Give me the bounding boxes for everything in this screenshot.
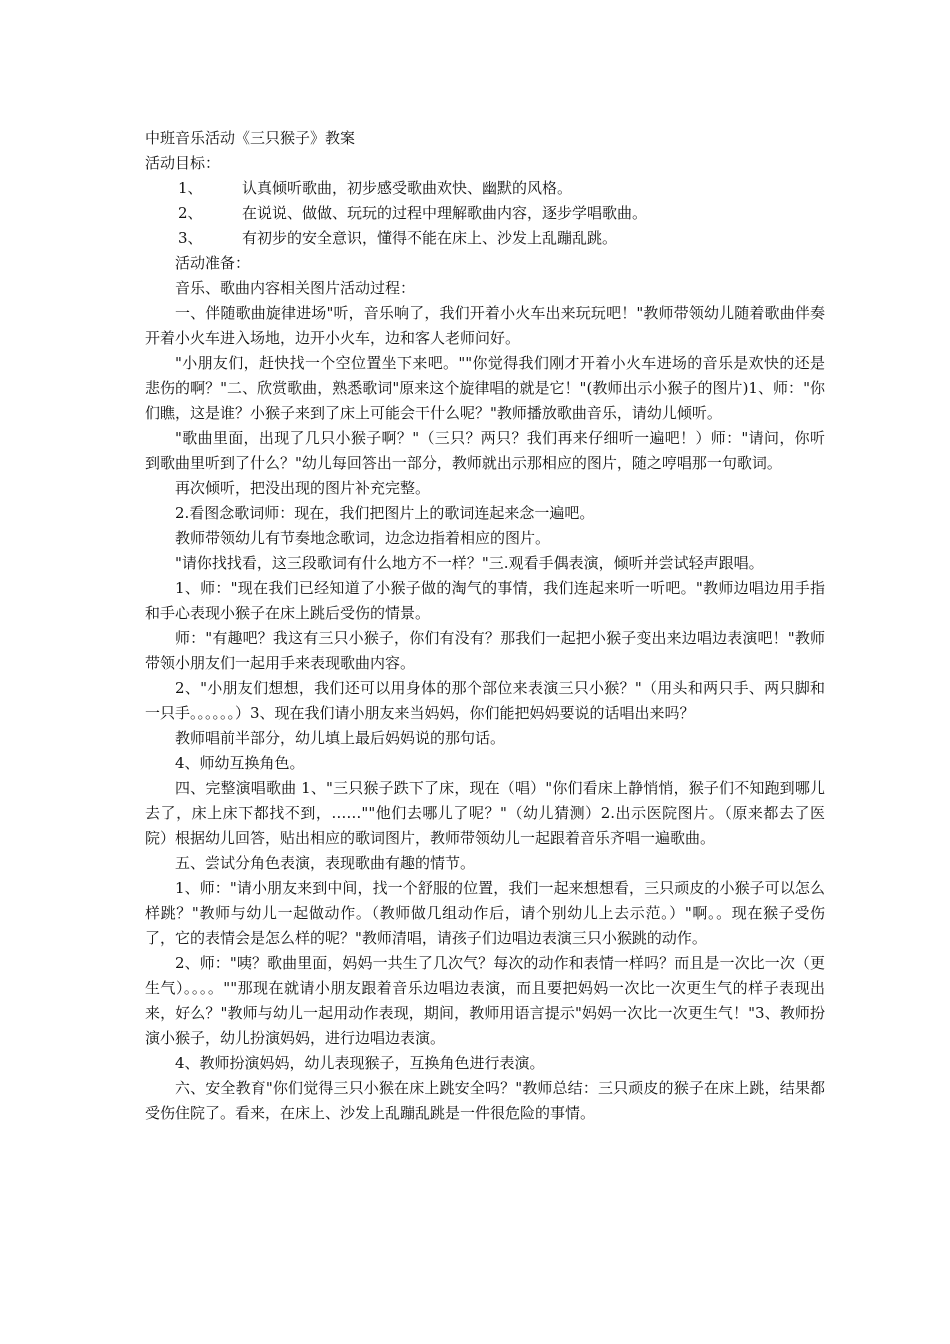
paragraph: 一、伴随歌曲旋律进场"听，音乐响了，我们开着小火车出来玩玩吧！"教师带领幼儿随着歌曲伴奏开着小火车进入场地，边开小火车，边和客人老师问好。: [145, 304, 825, 347]
goal-number: 2、: [178, 204, 203, 222]
paragraph: 五、尝试分角色表演，表现歌曲有趣的情节。: [175, 854, 476, 872]
goal-text: 有初步的安全意识，懂得不能在床上、沙发上乱蹦乱跳。: [242, 229, 618, 247]
goal-text: 认真倾听歌曲，初步感受歌曲欢快、幽默的风格。: [242, 179, 573, 197]
paragraph: "请你找找看，这三段歌词有什么地方不一样？"三.观看手偶表演，倾听并尝试轻声跟唱。: [175, 554, 764, 572]
paragraph: 教师带领幼儿有节奏地念歌词，边念边指着相应的图片。: [175, 529, 551, 547]
paragraph: 2、"小朋友们想想，我们还可以用身体的那个部位来表演三只小猴？"（用头和两只手、两只脚和一只手。。。。。。）3、现在我们请小朋友来当妈妈，你们能把妈妈要说的话唱出来吗？: [145, 679, 825, 722]
paragraph: 1、师："请小朋友来到中间，找一个舒服的位置，我们一起来想想看，三只顽皮的小猴子可以怎么样跳？"教师与幼儿一起做动作。（教师做几组动作后，请个别幼儿上去示范。）"啊。。现在猴子受伤了，它的表情会是怎么样的呢？"教师清唱，请孩子们边唱边表演三只小猴跳的动作。: [145, 879, 825, 947]
goal-number: 3、: [178, 229, 203, 247]
paragraph: "小朋友们，赶快找一个空位置坐下来吧。""你觉得我们刚才开着小火车进场的音乐是欢快的还是悲伤的啊？"二、欣赏歌曲，熟悉歌词"原来这个旋律唱的就是它！"(教师出示小猴子的图片)1、师："你们瞧，这是谁？小猴子来到了床上可能会干什么呢？"教师播放歌曲音乐，请幼儿倾听。: [145, 354, 825, 422]
prep-heading: 活动准备：: [175, 254, 251, 272]
paragraph: 2、师："咦？歌曲里面，妈妈一共生了几次气？每次的动作和表情一样吗？而且是一次比一次（更生气）。。。。""那现在就请小朋友跟着音乐边唱边表演，而且要把妈妈一次比一次更生气的样子表现出来，好么？"教师与幼儿一起用动作表现，期间，教师用语言提示"妈妈一次比一次更生气！"3、教师扮演小猴子，幼儿扮演妈妈，进行边唱边表演。: [145, 954, 825, 1047]
goal-item: [145, 226, 825, 251]
paragraph: 教师唱前半部分，幼儿填上最后妈妈说的那句话。: [175, 729, 506, 747]
paragraph: 1、师："现在我们已经知道了小猴子做的淘气的事情，我们连起来听一听吧。"教师边唱边用手指和手心表现小猴子在床上跳后受伤的情景。: [145, 579, 825, 622]
goals-heading: 活动目标：: [145, 154, 221, 172]
paragraph: 再次倾听，把没出现的图片补充完整。: [175, 479, 431, 497]
goal-item: [145, 176, 825, 201]
paragraph: 四、完整演唱歌曲 1、"三只猴子跌下了床，现在（唱）"你们看床上静悄悄，猴子们不知跑到哪儿去了，床上床下都找不到，……""他们去哪儿了呢？"（幼儿猜测）2.出示医院图片。（原来都去了医院）根据幼儿回答，贴出相应的歌词图片，教师带领幼儿一起跟着音乐齐唱一遍歌曲。: [145, 779, 825, 847]
paragraph: 4、师幼互换角色。: [175, 754, 305, 772]
paragraph: 4、教师扮演妈妈，幼儿表现猴子，互换角色进行表演。: [175, 1054, 545, 1072]
goal-text: 在说说、做做、玩玩的过程中理解歌曲内容，逐步学唱歌曲。: [242, 204, 648, 222]
goal-number: 1、: [178, 179, 203, 197]
document-title: 中班音乐活动《三只猴子》教案: [145, 129, 356, 147]
goal-item: [145, 201, 825, 226]
document-page: [145, 126, 825, 1126]
paragraph: 师："有趣吧？我这有三只小猴子，你们有没有？那我们一起把小猴子变出来边唱边表演吧！"教师带领小朋友们一起用手来表现歌曲内容。: [145, 629, 825, 672]
paragraph: "歌曲里面，出现了几只小猴子啊？"（三只？两只？我们再来仔细听一遍吧！）师："请问，你听到歌曲里听到了什么？"幼儿每回答出一部分，教师就出示那相应的图片，随之哼唱那一句歌词。: [145, 429, 825, 472]
paragraph: 2.看图念歌词师：现在，我们把图片上的歌词连起来念一遍吧。: [175, 504, 595, 522]
paragraph: 六、安全教育"你们觉得三只小猴在床上跳安全吗？"教师总结：三只顽皮的猴子在床上跳，结果都受伤住院了。看来，在床上、沙发上乱蹦乱跳是一件很危险的事情。: [145, 1079, 825, 1122]
paragraph: 音乐、歌曲内容相关图片活动过程：: [175, 279, 416, 297]
